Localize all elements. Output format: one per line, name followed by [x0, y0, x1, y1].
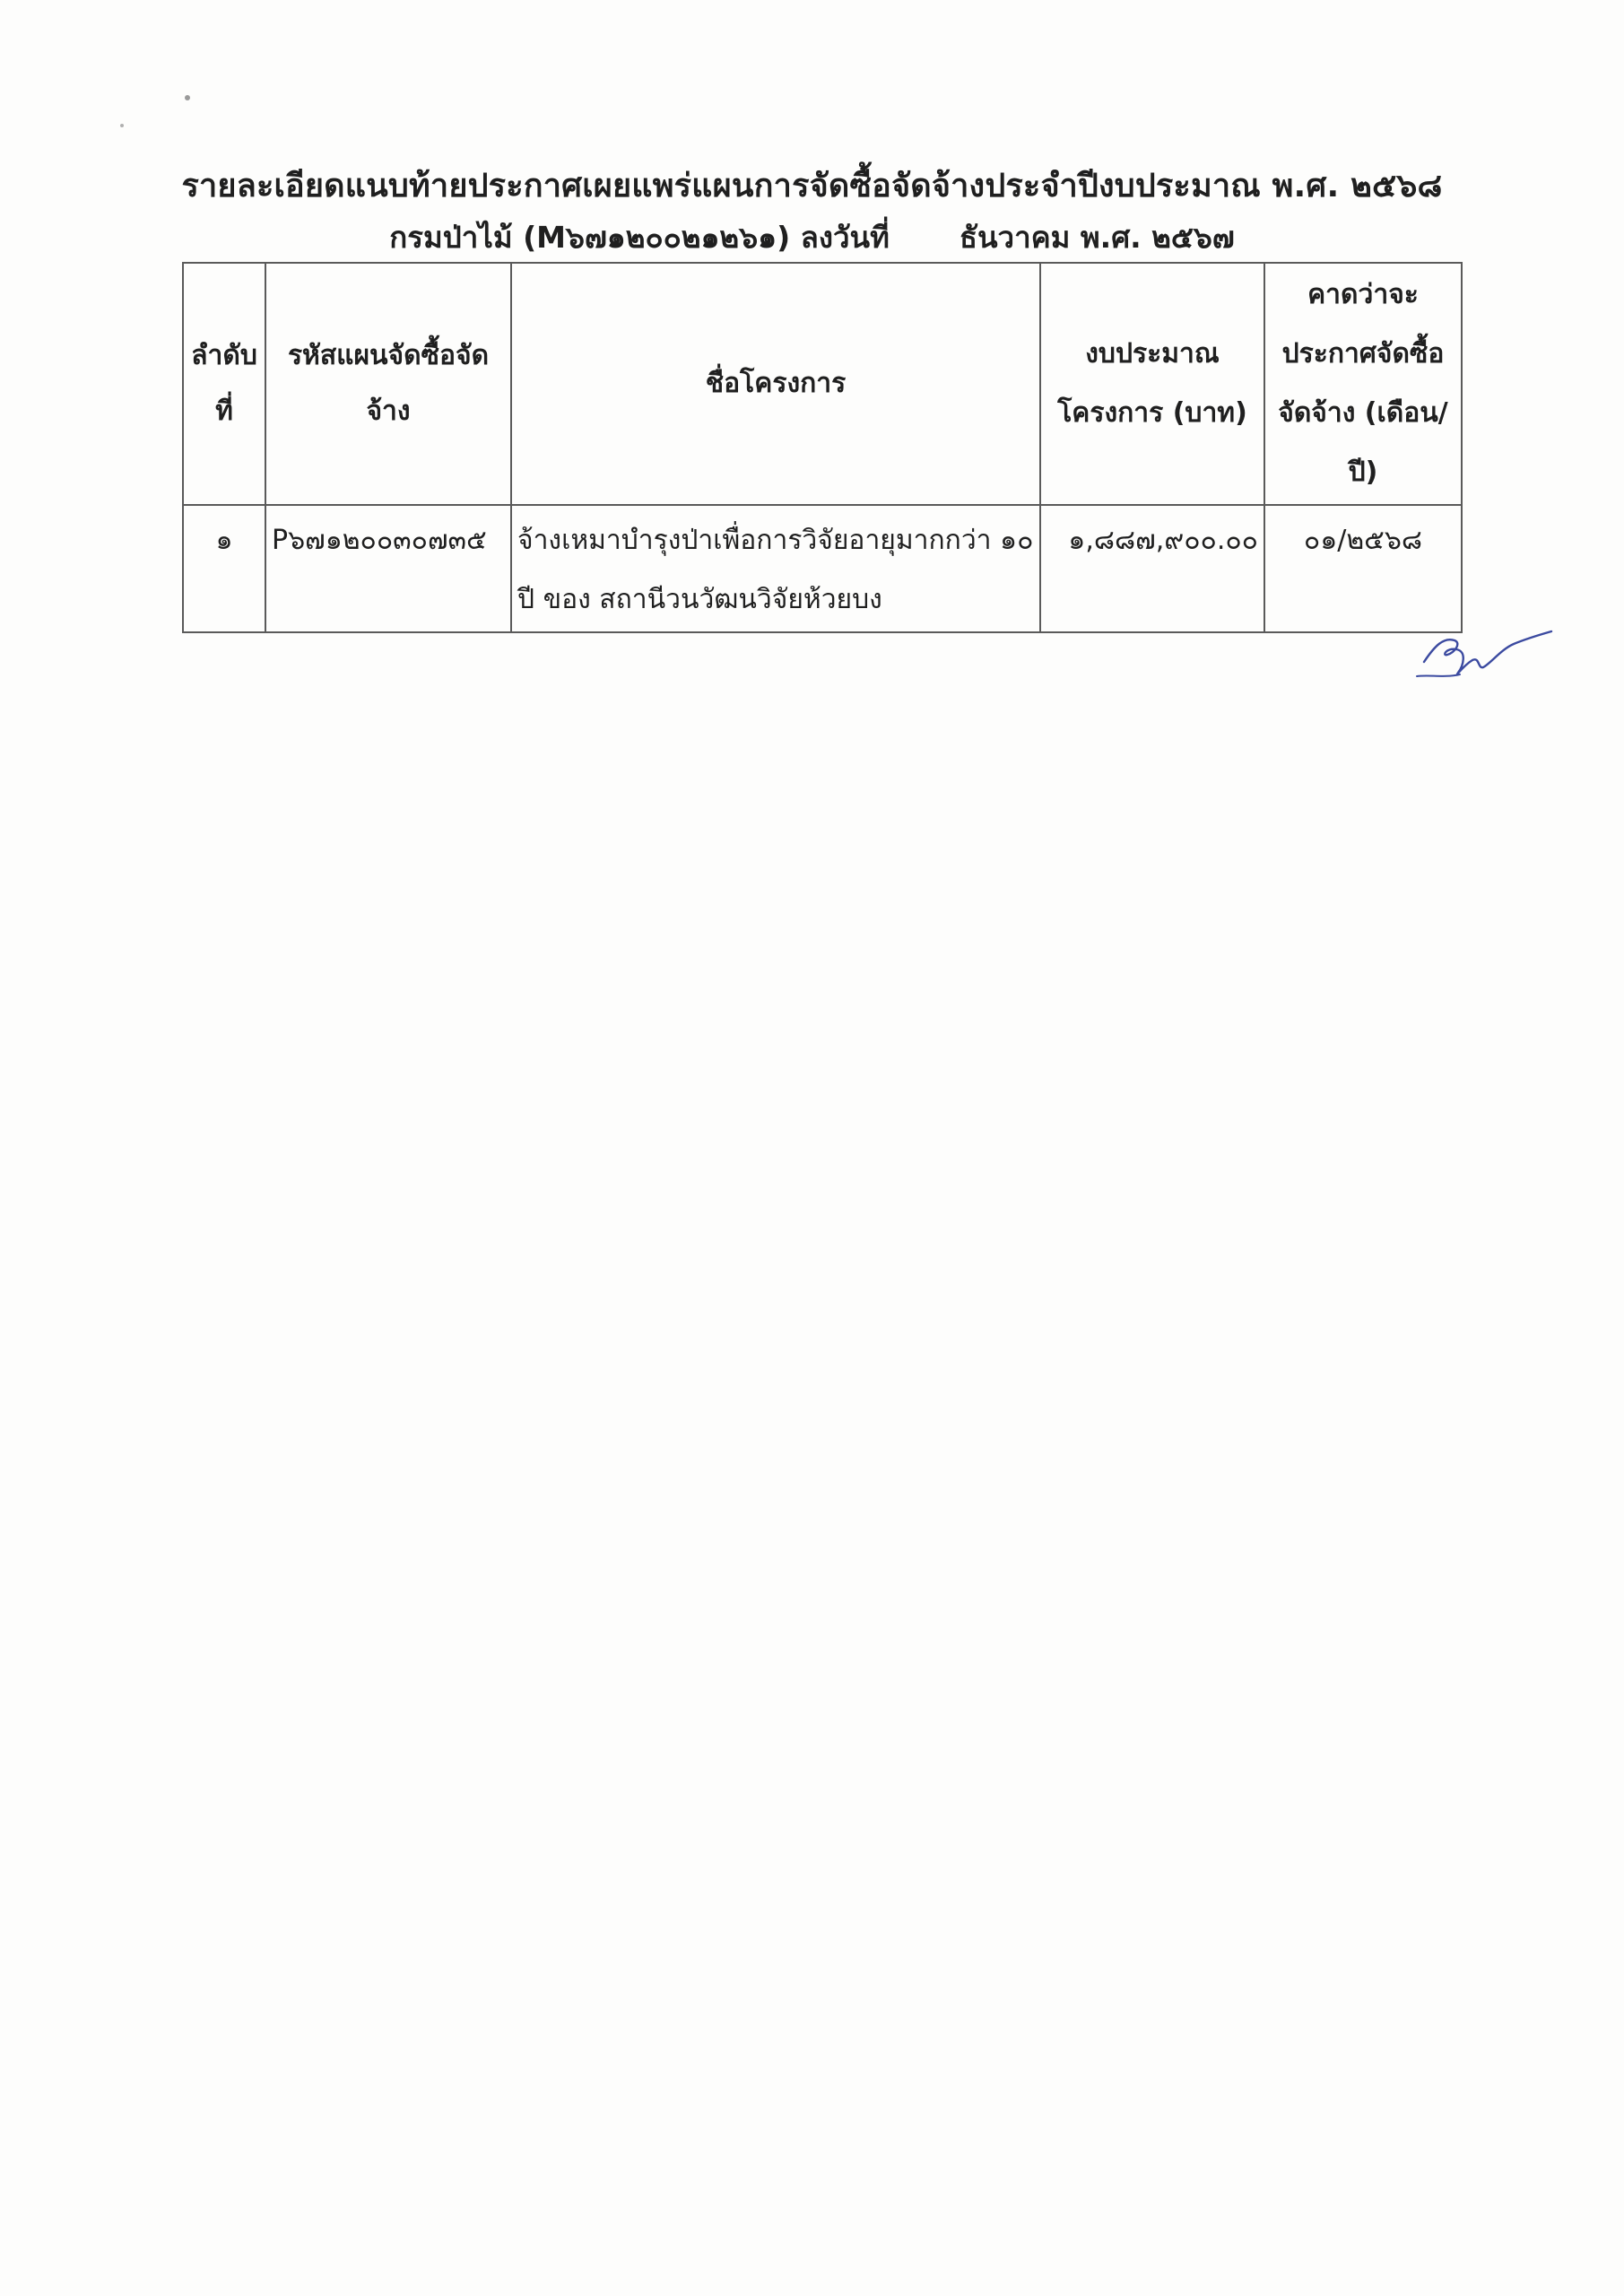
cell-project-name: จ้างเหมาบำรุงป่าเพื่อการวิจัยอายุมากกว่า ๑๐ ปี ของ สถานีวนวัฒนวิจัยห้วยบง	[511, 505, 1040, 632]
handwritten-signature	[1408, 610, 1560, 691]
header-plan-code: รหัสแผนจัดซื้อจัด จ้าง	[265, 263, 511, 505]
header-expected-month: คาดว่าจะ ประกาศจัดซื้อ จัดจ้าง (เดือน/ปี)	[1264, 263, 1462, 505]
subtitle-month-year: ธันวาคม พ.ศ. ๒๕๖๗	[959, 220, 1235, 255]
header-project-name: ชื่อโครงการ	[511, 263, 1040, 505]
table-header-row	[183, 263, 1462, 505]
document-subtitle	[0, 213, 1624, 261]
table-row	[183, 505, 1462, 632]
cell-expected-month: ๐๑/๒๕๖๘	[1264, 505, 1462, 632]
cell-order: ๑	[183, 505, 265, 632]
header-order: ลำดับ ที่	[183, 263, 265, 505]
cell-plan-code: P๖๗๑๒๐๐๓๐๗๓๕	[265, 505, 511, 632]
subtitle-department-date: กรมป่าไม้ (M๖๗๑๒๐๐๒๑๒๖๑) ลงวันที่	[389, 220, 890, 255]
scan-speck	[185, 95, 190, 100]
scan-speck	[120, 124, 124, 127]
procurement-plan-table	[182, 262, 1463, 633]
header-budget: งบประมาณ โครงการ (บาท)	[1040, 263, 1264, 505]
document-title: รายละเอียดแนบท้ายประกาศเผยแพร่แผนการจัดซื้อจัดจ้างประจำปีงบประมาณ พ.ศ. ๒๕๖๘	[181, 168, 1443, 204]
cell-budget: ๑,๘๘๗,๙๐๐.๐๐	[1040, 505, 1264, 632]
